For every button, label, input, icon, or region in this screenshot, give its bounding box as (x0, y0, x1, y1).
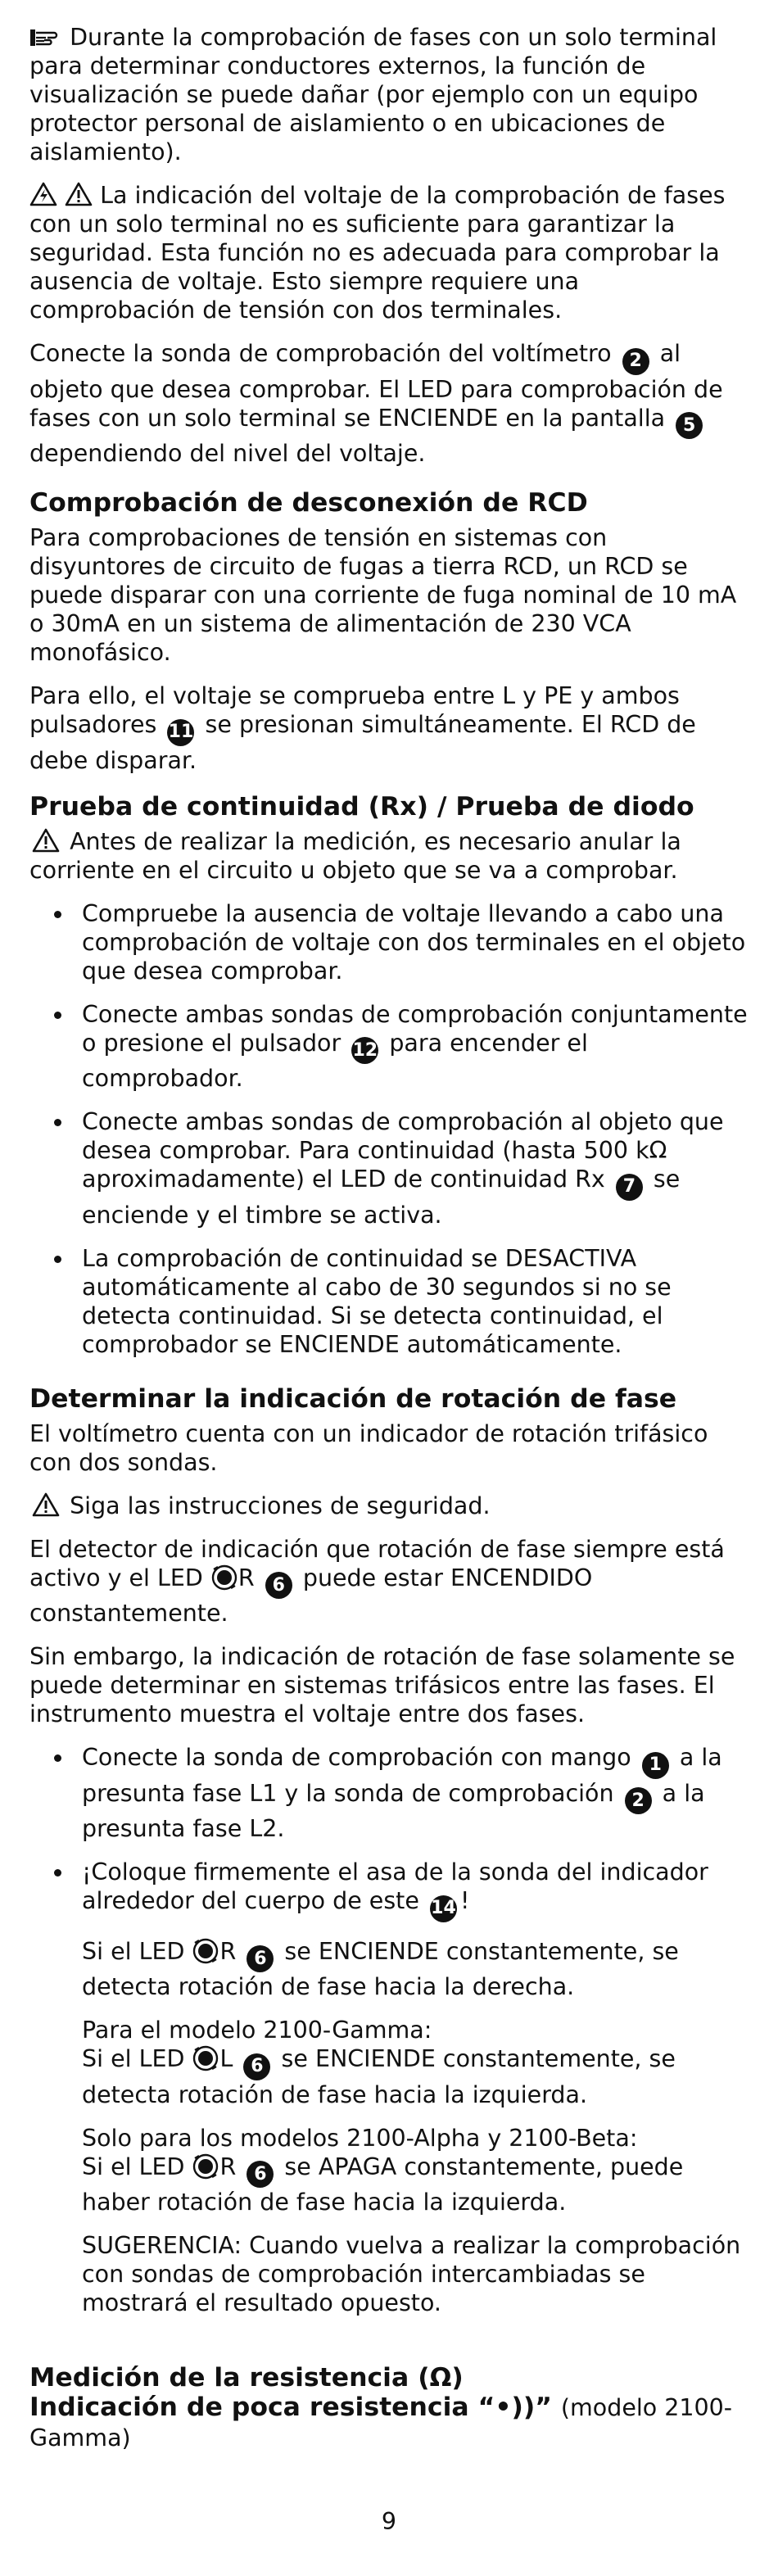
rotation-intro: El voltímetro cuenta con un indicador de rotación trifásico con dos sondas. (29, 1419, 708, 1476)
rotation-led-icon (210, 1564, 238, 1591)
callout-number: 12 (351, 1037, 378, 1064)
callout-number: 11 (167, 719, 194, 746)
callout-number: 5 (676, 412, 703, 439)
text-segment: puede estar ENCENDIDO constantemente. (29, 1564, 593, 1627)
text-segment: Conecte ambas sondas de comprobación conjuntamente o presione el pulsador (82, 1000, 748, 1057)
page-number: 9 (381, 2508, 397, 2535)
continuity-warning (29, 827, 749, 885)
danger-warning-icon (29, 182, 57, 206)
text-segment: El detector de indicación que rotación de fase siempre está activo y el LED (29, 1535, 725, 1591)
rotation-led-icon (192, 1937, 219, 1965)
callout-number: 6 (243, 2053, 270, 2080)
text-segment: Para ello, el voltaje se comprueba entre L y PE y ambos pulsadores (29, 682, 680, 738)
pointing-hand-icon (29, 27, 62, 48)
rotation-warning (29, 1492, 749, 1520)
connect-probe-paragraph (29, 339, 749, 468)
list-item (29, 1107, 749, 1229)
note-heading: Para el modelo 2100-Gamma: (82, 2017, 432, 2044)
callout-number: 14 (430, 1895, 457, 1922)
callout-number: 2 (622, 348, 649, 375)
bullet (54, 1754, 61, 1762)
gamma-model-note (82, 2016, 749, 2109)
bullet (54, 1256, 61, 1263)
rotation-steps-list (29, 1743, 749, 2317)
section-title-rcd: Comprobación de desconexión de RCD (29, 488, 588, 518)
rotation-paragraph-3: Sin embargo, la indicación de rotación de fase solamente se puede determinar en sistemas trifásicos entre las fases. El instrumento muestra el voltaje entre dos fases. (29, 1643, 735, 1727)
led-letter: L (219, 2045, 233, 2072)
warning-icon (29, 828, 62, 853)
rcd-paragraph-2 (29, 681, 749, 775)
note-heading: Solo para los modelos 2100-Alpha y 2100-Beta: (82, 2124, 638, 2152)
text-segment: se enciende y el timbre se activa. (82, 1166, 681, 1229)
text-segment: Si el LED (82, 2045, 185, 2072)
led-letter: R (219, 1937, 237, 1965)
list-item (29, 1858, 749, 2317)
list-item (29, 899, 749, 985)
list-item-text: Compruebe la ausencia de voltaje llevando a cabo una comprobación de voltaje con dos terminales en el objeto que desea comprobar. (82, 899, 746, 985)
text-segment: se ENCIENDE constantemente, se detecta rotación de fase hacia la izquierda. (82, 2045, 676, 2108)
manual-page (29, 23, 749, 2453)
note-paragraph (29, 23, 749, 166)
note-text: Durante la comprobación de fases con un solo terminal para determinar conductores externos, la función de visualización se puede dañar (por ejemplo con un equipo protector personal de aislamiento o en ubicaciones de aislamiento). (29, 24, 717, 165)
rcd-paragraph: Para comprobaciones de tensión en sistemas con disyuntores de circuito de fugas a tierra RCD, un RCD se puede disparar con una corriente de fuga nominal de 10 mA o 30mA en un sistema de alimentación de 230 VCA monofásico. (29, 524, 737, 666)
list-item (29, 1743, 749, 1843)
title-line: Indicación de poca resistencia “•))” (29, 2393, 552, 2422)
title-line: Medición de la resistencia (Ω) (29, 2363, 464, 2393)
callout-number: 2 (625, 1787, 652, 1814)
callout-number: 6 (265, 1572, 292, 1599)
led-letter: R (237, 1564, 255, 1591)
text-segment: ¡Coloque firmemente el asa de la sonda del indicador alrededor del cuerpo de este (82, 1858, 708, 1914)
warning-icon (29, 1492, 62, 1517)
callout-number: 7 (616, 1174, 643, 1201)
tip-note: SUGERENCIA: Cuando vuelva a realizar la comprobación con sondas de comprobación intercambiadas se mostrará el resultado opuesto. (82, 2232, 741, 2316)
list-item-text: La comprobación de continuidad se DESACTIVA automáticamente al cabo de 30 segundos si no se detecta continuidad. Si se detecta continuidad, el comprobador se ENCIENDE automáticamente. (82, 1244, 672, 1358)
text-segment: para encender el comprobador. (82, 1029, 588, 1092)
text-segment: Si el LED (82, 1937, 185, 1965)
text-segment: ! (459, 1887, 470, 1914)
rotation-led-icon (192, 2153, 219, 2180)
text-segment: Conecte ambas sondas de comprobación al objeto que desea comprobar. Para continuidad (hasta 500 kΩ aproximadamente) el LED de continuidad Rx (82, 1108, 724, 1193)
text-segment: a la presunta fase L1 y la sonda de comprobación (82, 1744, 722, 1807)
warning-paragraph (29, 181, 749, 324)
section-title-continuity: Prueba de continuidad (Rx) / Prueba de diodo (29, 791, 694, 822)
warning-text: La indicación del voltaje de la comprobación de fases con un solo terminal no es suficiente para garantizar la seguridad. Esta función no es adecuada para comprobar la ausencia de voltaje. Esto siempre requiere una comprobación de tensión con dos terminales. (29, 182, 726, 324)
callout-number: 6 (247, 1945, 274, 1972)
text-segment: a la presunta fase L2. (82, 1779, 705, 1842)
rotation-led-paragraph (29, 1535, 749, 1628)
text-segment: dependiendo del nivel del voltaje. (29, 440, 426, 467)
text-segment: se presionan simultáneamente. El RCD de debe disparar. (29, 711, 696, 774)
text-segment: al objeto que desea comprobar. El LED para comprobación de fases con un solo terminal se ENCIENDE en la pantalla (29, 340, 723, 432)
bullet (54, 911, 61, 918)
list-item (29, 1244, 749, 1359)
bullet (54, 1869, 61, 1877)
text-segment: Conecte la sonda de comprobación del voltímetro (29, 340, 612, 367)
text-segment: se APAGA constantemente, puede haber rotación de fase hacia la izquierda. (82, 2153, 684, 2216)
warning-icon (65, 182, 93, 206)
led-letter: R (219, 2153, 237, 2180)
callout-number: 1 (642, 1752, 669, 1779)
bullet (54, 1119, 61, 1126)
text-segment: se ENCIENDE constantemente, se detecta rotación de fase hacia la derecha. (82, 1937, 679, 2000)
warning-text: Siga las instrucciones de seguridad. (70, 1492, 491, 1519)
section-title-resistance (29, 2363, 749, 2453)
bullet (54, 1012, 61, 1019)
rotation-right-note (82, 1937, 749, 2002)
section-title-phase-rotation: Determinar la indicación de rotación de fase (29, 1383, 677, 1414)
list-item (29, 1000, 749, 1093)
text-segment: Si el LED (82, 2153, 185, 2180)
model-note: (modelo 2100-Gamma) (29, 2394, 733, 2452)
callout-number: 6 (247, 2161, 274, 2188)
continuity-steps-list (29, 899, 749, 1359)
warning-text: Antes de realizar la medición, es necesario anular la corriente en el circuito u objeto que se va a comprobar. (29, 827, 681, 884)
alpha-beta-model-note (82, 2124, 749, 2217)
rotation-led-icon (192, 2044, 219, 2072)
text-segment: Conecte la sonda de comprobación con mango (82, 1744, 631, 1771)
